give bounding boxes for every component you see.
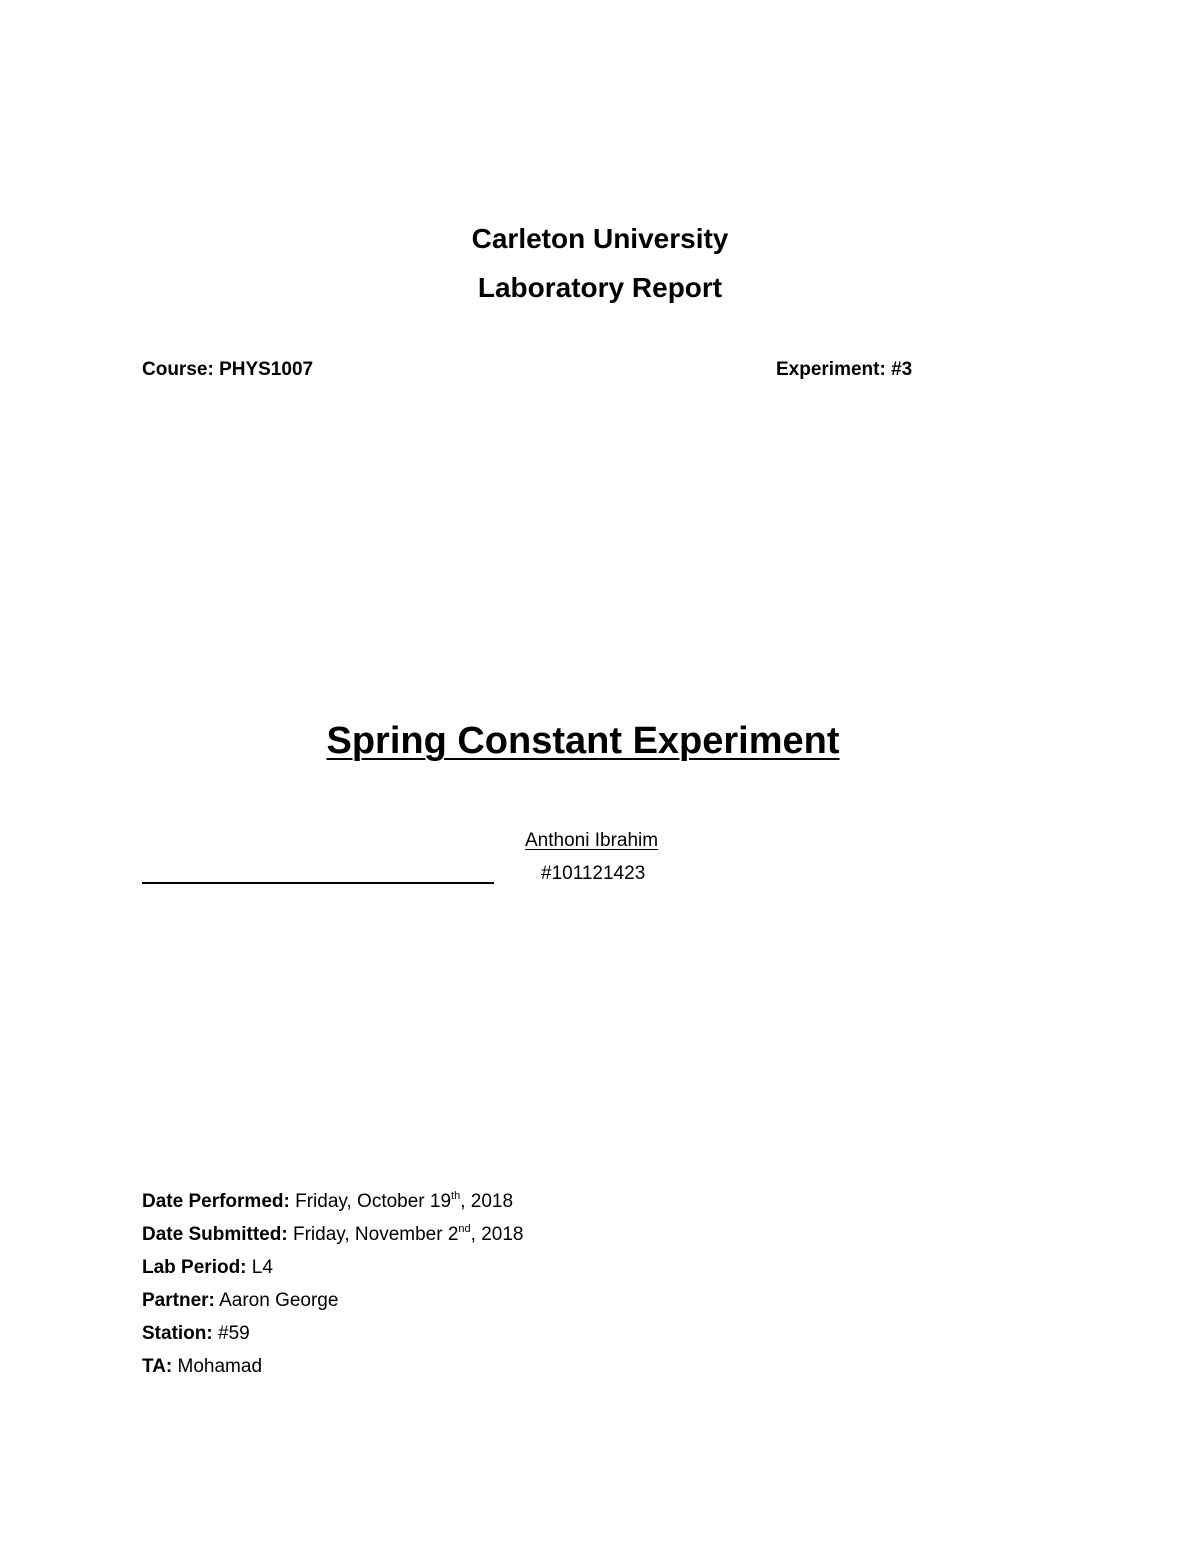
station-label: Station: bbox=[142, 1323, 213, 1344]
signature-line bbox=[142, 882, 494, 884]
lab-period-row bbox=[142, 1255, 523, 1288]
partner-label: Partner: bbox=[142, 1290, 215, 1311]
ta-label: TA: bbox=[142, 1356, 173, 1377]
course-label: Course: PHYS1007 bbox=[142, 359, 314, 380]
lab-period-label: Lab Period: bbox=[142, 1257, 247, 1278]
date-submitted-label: Date Submitted: bbox=[142, 1224, 288, 1245]
report-details bbox=[142, 1189, 523, 1387]
date-performed-label: Date Performed: bbox=[142, 1191, 290, 1212]
document-type: Laboratory Report bbox=[477, 272, 723, 303]
institution-name: Carleton University bbox=[471, 223, 729, 254]
partner-row bbox=[142, 1288, 523, 1321]
ta-value: Mohamad bbox=[172, 1356, 263, 1377]
experiment-label: Experiment: #3 bbox=[776, 359, 913, 380]
date-performed-year: , 2018 bbox=[460, 1191, 514, 1212]
date-submitted-value: Friday, November 2 bbox=[287, 1224, 459, 1245]
station-value: #59 bbox=[212, 1323, 250, 1344]
station-row bbox=[142, 1321, 523, 1354]
ta-row bbox=[142, 1354, 523, 1387]
date-performed-value: Friday, October 19 bbox=[289, 1191, 452, 1212]
date-submitted-row bbox=[142, 1222, 523, 1255]
date-submitted-suffix: nd bbox=[458, 1223, 471, 1235]
date-performed-row bbox=[142, 1189, 523, 1222]
author-name: Anthoni Ibrahim bbox=[525, 830, 659, 851]
report-title: Spring Constant Experiment bbox=[326, 720, 840, 762]
lab-period-value: L4 bbox=[246, 1257, 273, 1278]
date-submitted-year: , 2018 bbox=[470, 1224, 524, 1245]
date-performed-suffix: th bbox=[451, 1190, 461, 1202]
partner-value: Aaron George bbox=[214, 1290, 339, 1311]
student-number: #101121423 bbox=[541, 863, 646, 884]
